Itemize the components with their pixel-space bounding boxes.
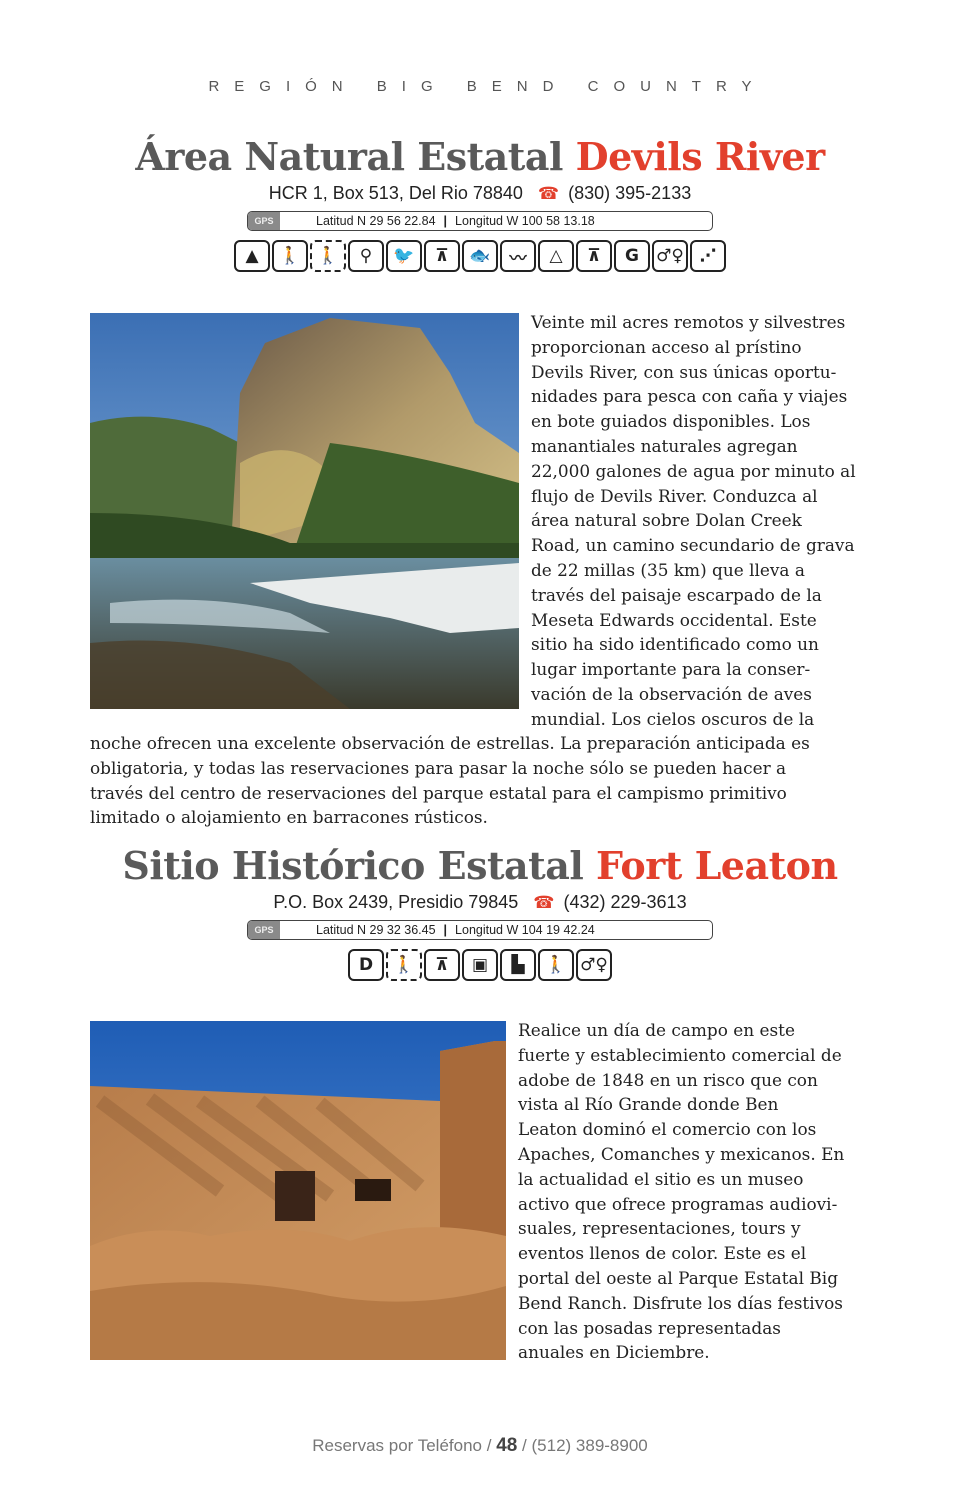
park-devils-river-header	[0, 134, 960, 272]
park1-description-full: noche ofrecen una excelente observación de estrellas. La preparación anticipada es obligatoria, y todas las reservaciones para pasar la noche sólo se pueden hacer a través del centro de reservaciones del parque estatal para el campismo primitivo limitado o alojamiento en barracones rústicos.	[90, 733, 810, 828]
exhibits-icon: ▙	[500, 949, 536, 981]
interpretive-trail-icon: 🚶	[538, 949, 574, 981]
phone-icon: ☎	[533, 893, 555, 912]
park1-description-side: Veinte mil acres remotos y silvestres proporcionan acceso al prístino Devils River, con sus únicas oportu- nidades para pesca con caña y viajes en bote guiados disponibles. Los manantiales naturales agregan 22,000 galones de agua por minuto al flujo de Devils River. Conduzca al área natural sobre Dolan Creek Road, un camino secundario de grava de 22 millas (35 km) que lleva a través del paisaje escarpado de la Meseta Edwards occidental. Este sitio ha sido identificado como un lugar importante para la conser- vación de la observación de aves mundial. Los cielos oscuros de la	[531, 312, 856, 729]
hiking-icon: 🚶	[272, 240, 308, 272]
gps-coordinates: GPS Latitud N 29 32 36.45 | Longitud W 104 19 42.24	[247, 920, 713, 940]
park2-description-side: Realice un día de campo en este fuerte y establecimiento comercial de adobe de 1848 en un risco que con vista al Río Grande donde Ben Leaton dominó el comercio con los Apaches, Comanches y mexicanos. En la actualidad el sitio es un museo activo que ofrece programas audiovi- suales, representaciones, tours y eventos llenos de color. Este es el portal del oeste al Parque Estatal Big Bend Ranch. Disfrute los días festivos con las posadas representadas anuales en Diciembre.	[518, 1020, 845, 1363]
swimming-icon: 〰	[500, 240, 536, 272]
park-title-name: Fort Leaton	[596, 843, 838, 888]
gps-coordinates: GPS Latitud N 29 56 22.84 | Longitud W 100 58 13.18	[247, 211, 713, 231]
gps-tag: GPS	[248, 212, 280, 230]
park-address: P.O. Box 2439, Presidio 79845	[273, 892, 519, 912]
park-title	[0, 134, 960, 179]
gps-latitude: Latitud N 29 56 22.84	[316, 214, 436, 228]
showers-icon: ⋰	[690, 240, 726, 272]
devils-river-photo	[90, 313, 519, 709]
page-footer: Reservas por Teléfono / 48 / (512) 389-8900	[312, 1435, 648, 1456]
park-title-name: Devils River	[575, 134, 825, 179]
park-phone: (830) 395-2133	[568, 183, 692, 203]
page-number: 48	[496, 1435, 518, 1456]
nature-trail-icon: 🚶	[386, 949, 422, 981]
day-use-icon: D	[348, 949, 384, 981]
gps-tag: GPS	[248, 921, 280, 939]
primitive-camping-icon: △	[538, 240, 574, 272]
footer-prefix: Reservas por Teléfono	[312, 1436, 483, 1455]
nature-trail-icon: 🚶	[310, 240, 346, 272]
park-contact	[0, 892, 960, 913]
park-contact	[0, 183, 960, 204]
phone-icon: ☎	[537, 184, 560, 203]
park-fort-leaton-header	[0, 843, 960, 981]
park-address: HCR 1, Box 513, Del Rio 78840	[268, 183, 523, 203]
gps-longitude: Longitud W 104 19 42.24	[455, 923, 595, 937]
mountain-biking-icon: ⚲	[348, 240, 384, 272]
fort-leaton-photo	[90, 1021, 506, 1360]
amenity-icons	[0, 240, 960, 272]
group-picnic-icon: ⊼	[576, 240, 612, 272]
amenity-icons	[0, 949, 960, 981]
restrooms-icon: ♂♀	[576, 949, 612, 981]
tent-camping-icon: ▲	[234, 240, 270, 272]
park-title	[0, 843, 960, 888]
gps-latitude: Latitud N 29 32 36.45	[316, 923, 436, 937]
picnic-table-icon: ⊼	[424, 949, 460, 981]
bird-watching-icon: 🐦	[386, 240, 422, 272]
gift-shop-icon: ▣	[462, 949, 498, 981]
gps-longitude: Longitud W 100 58 13.18	[455, 214, 595, 228]
restrooms-icon: ♂♀	[652, 240, 688, 272]
region-header: REGIÓN BIG BEND COUNTRY	[208, 78, 767, 95]
footer-phone: (512) 389-8900	[531, 1436, 648, 1455]
park-phone: (432) 229-3613	[563, 892, 687, 912]
park-title-lead: Sitio Histórico Estatal	[122, 843, 584, 888]
fishing-icon: 🐟	[462, 240, 498, 272]
picnic-table-icon: ⊼	[424, 240, 460, 272]
group-facility-icon: G	[614, 240, 650, 272]
park-title-lead: Área Natural Estatal	[135, 134, 563, 179]
